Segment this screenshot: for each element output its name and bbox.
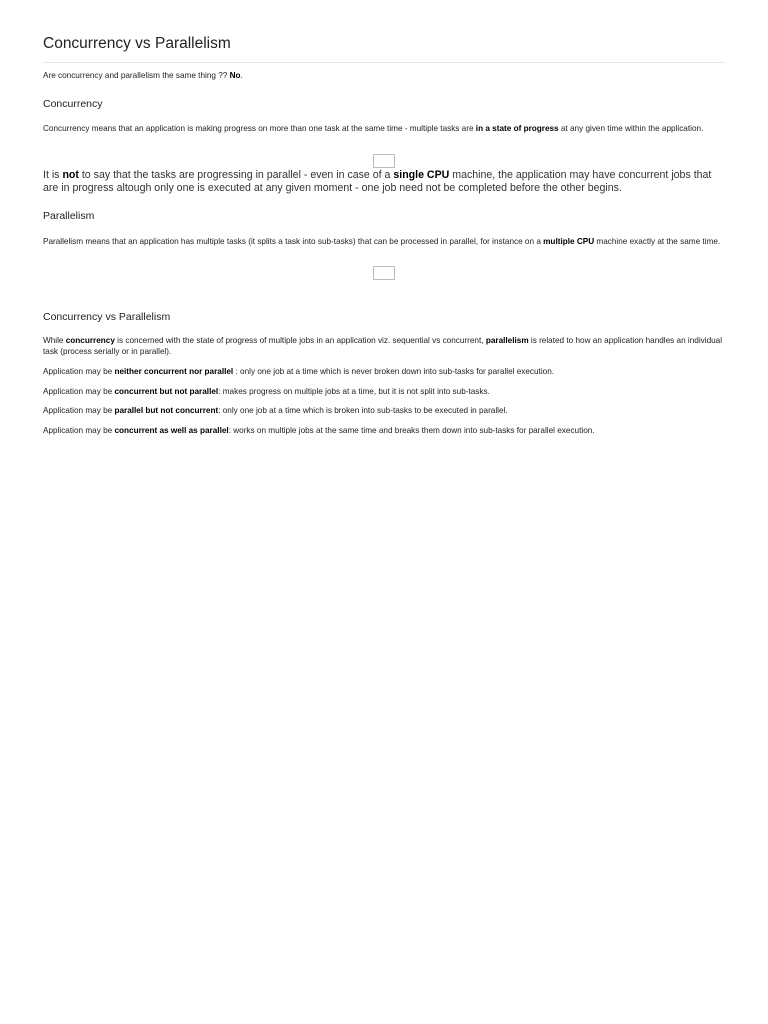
intro-text: Are concurrency and parallelism the same thing ?? <box>43 71 230 80</box>
comparison-item <box>43 387 725 398</box>
comparison-paragraph-1 <box>43 336 725 357</box>
broken-image-icon <box>373 154 395 168</box>
concurrency-paragraph-2 <box>43 169 725 194</box>
bold-run: concurrency <box>65 336 115 345</box>
text-run: Application may be <box>43 406 115 415</box>
bold-run: concurrent as well as parallel <box>114 426 229 435</box>
text-run: machine, the application may have concurrent jobs that are in progress altough only one is executed at any given moment - one job need not be completed before the other begins. <box>43 169 712 194</box>
bold-run: concurrent but not parallel <box>114 387 219 396</box>
parallelism-paragraph-1 <box>43 237 725 248</box>
bold-run: neither concurrent nor parallel <box>114 367 234 376</box>
parallelism-heading: Parallelism <box>43 210 95 222</box>
text-run: at any given time within the application. <box>558 124 704 133</box>
comparison-item <box>43 367 725 378</box>
text-run: : works on multiple jobs at the same time and breaks them down into sub-tasks for parallel execution. <box>228 426 595 435</box>
text-run: : only one job at a time which is never broken down into sub-tasks for parallel execution. <box>233 367 555 376</box>
text-run: machine exactly at the same time. <box>594 237 721 246</box>
text-run: While <box>43 336 66 345</box>
bold-run: parallelism <box>485 336 529 345</box>
text-run: : makes progress on multiple jobs at a time, but it is not split into sub-tasks. <box>218 387 490 396</box>
concurrency-paragraph-1 <box>43 124 725 135</box>
title-divider <box>43 62 725 63</box>
text-run: to say that the tasks are progressing in parallel - even in case of a <box>78 169 394 181</box>
bold-run: multiple CPU <box>543 237 595 246</box>
comparison-item <box>43 406 725 417</box>
bold-run: single CPU <box>393 169 450 181</box>
intro-paragraph <box>43 71 725 82</box>
text-run: Parallelism means that an application has multiple tasks (it splits a task into sub-tasks) that can be processed in parallel, for instance on a <box>43 237 544 246</box>
text-run: : only one job at a time which is broken into sub-tasks to be executed in parallel. <box>218 406 508 415</box>
image-placeholder-2-wrap <box>43 266 725 280</box>
intro-answer: No <box>229 71 241 80</box>
bold-run: parallel but not concurrent <box>114 406 219 415</box>
bold-run: not <box>62 169 79 181</box>
text-run: It is <box>43 169 63 181</box>
intro-end: . <box>240 71 243 80</box>
text-run: Concurrency means that an application is making progress on more than one task at the same time - multiple tasks are <box>43 124 476 133</box>
page-title: Concurrency vs Parallelism <box>43 35 231 52</box>
text-run: is concerned with the state of progress of multiple jobs in an application viz. sequential vs concurrent, <box>114 336 486 345</box>
bold-run: in a state of progress <box>475 124 559 133</box>
comparison-item <box>43 426 725 437</box>
text-run: Application may be <box>43 387 115 396</box>
image-placeholder-1-wrap <box>43 154 725 168</box>
text-run: is related to how an application handles an individual task (process serially or in parallel). <box>43 336 723 356</box>
broken-image-icon <box>373 266 395 280</box>
text-run: Application may be <box>43 367 115 376</box>
concurrency-heading: Concurrency <box>43 98 103 110</box>
comparison-heading: Concurrency vs Parallelism <box>43 311 171 323</box>
text-run: Application may be <box>43 426 115 435</box>
